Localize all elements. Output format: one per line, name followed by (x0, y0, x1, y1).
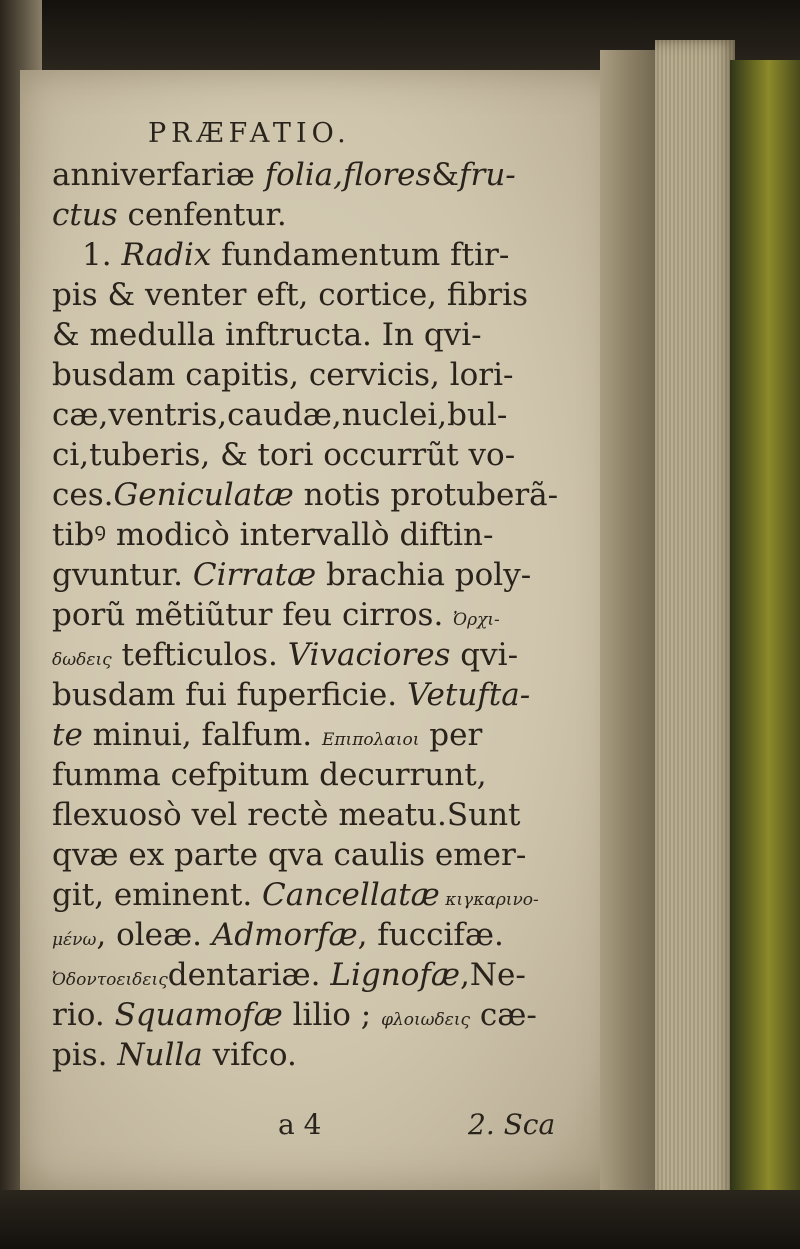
text-line: tibꝰ modicò intervallò diftin- (52, 517, 494, 553)
text-line: ctus cenfentur. (52, 197, 287, 233)
text-line: anniverfariæ folia,flores&fru- (52, 157, 516, 193)
text-line: μένω, oleæ. Admorfæ, fuccifæ. (52, 917, 504, 953)
text-line: 1. Radix fundamentum ftir- (82, 237, 510, 273)
text-line: flexuosò vel rectè meatu.Sunt (52, 797, 521, 833)
text-line: Ὀδοντοειδειςdentariæ. Lignofæ,Ne- (52, 957, 526, 993)
text-line: gvuntur. Cirratæ brachia poly- (52, 557, 532, 593)
text-line: rio. Squamofæ lilio ; φλοιωδεις cæ- (52, 997, 537, 1033)
text-line: ci,tuberis, & tori occurrũt vo- (52, 437, 516, 473)
page-gutter (600, 50, 660, 1200)
text-line: te minui, falfum. Επιπολαιοι per (52, 717, 483, 753)
text-line: & medulla inftructa. In qvi- (52, 317, 482, 353)
running-head: PRÆFATIO. (148, 118, 351, 149)
signature-mark: a 4 (278, 1108, 322, 1141)
text-line: pis & venter eft, cortice, fibris (52, 277, 529, 313)
text-line: busdam fui fuperficie. Vetufta- (52, 677, 531, 713)
text-line: porũ mẽtiũtur feu cirros. Ὀρχι- (52, 597, 500, 633)
text-line: pis. Nulla vifco. (52, 1037, 297, 1073)
text-line: ces.Geniculatæ notis protuberã- (52, 477, 559, 513)
text-line: cæ,ventris,caudæ,nuclei,bul- (52, 397, 508, 433)
text-line: git, eminent. Cancellatæ κιγκαρινο- (52, 877, 539, 913)
text-line: qvæ ex parte qva caulis emer- (52, 837, 527, 873)
text-line: busdam capitis, cervicis, lori- (52, 357, 514, 393)
catchword: 2. Sca (468, 1108, 556, 1141)
green-book-cover (730, 60, 800, 1249)
text-line: δωδεις tefticulos. Vivaciores qvi- (52, 637, 519, 673)
text-line: fumma cefpitum decurrunt, (52, 757, 487, 793)
background-bottom (0, 1190, 800, 1249)
page-stack-edges (655, 40, 735, 1220)
